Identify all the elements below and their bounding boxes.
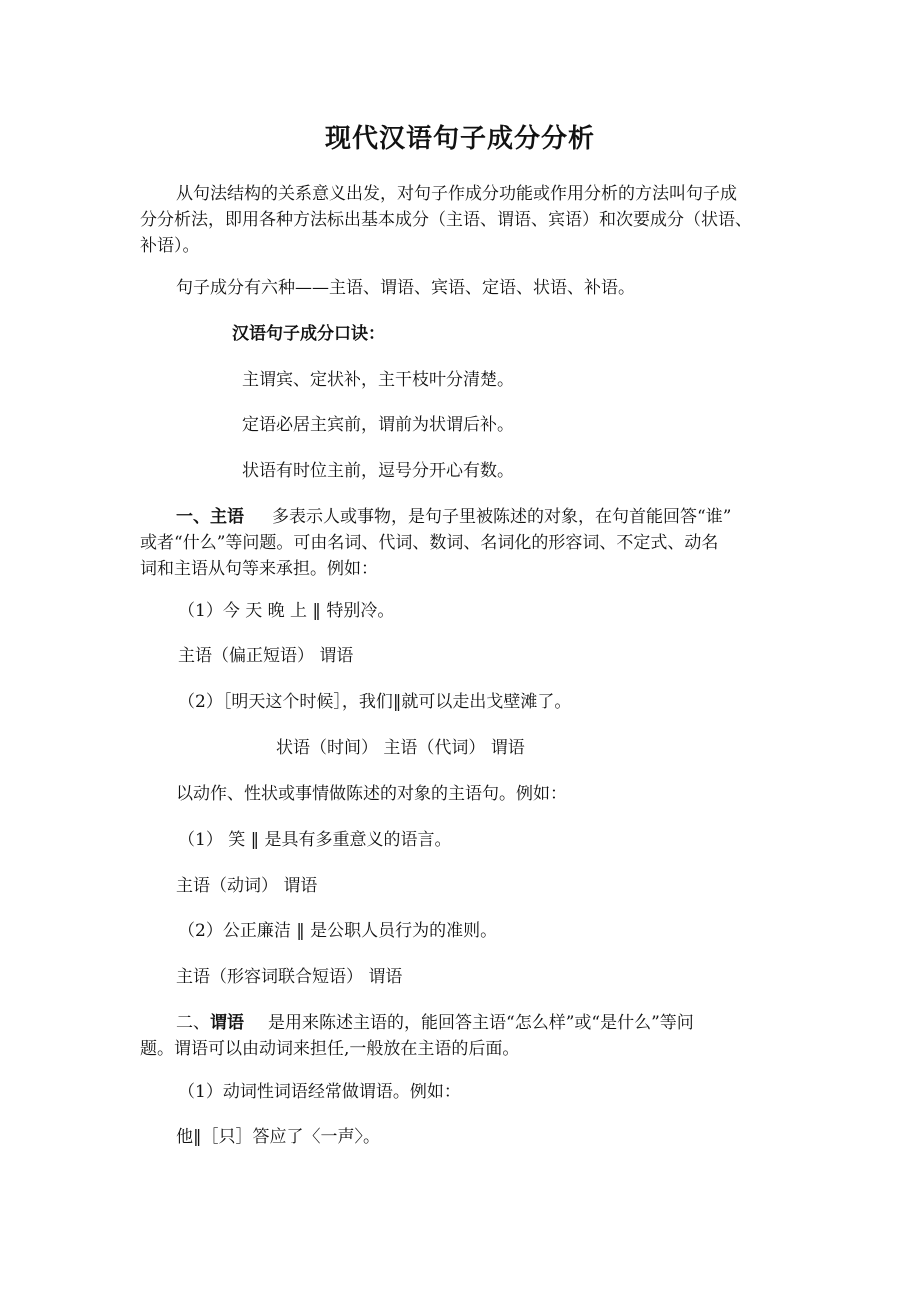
- section1-first-line: [176, 503, 731, 531]
- section1-example-1: （1）今 天 晚 上 ‖ 特别冷。: [178, 601, 395, 621]
- section1-line-1: 多表示人或事物，是句子里被陈述的对象，在句首能回答“谁”: [272, 507, 732, 527]
- section2-heading: 谓语: [210, 1013, 244, 1033]
- section1-line-3: 词和主语从句等来承担。例如：: [140, 559, 378, 579]
- mnemonic-line-1: 主谓宾、定状补，主干枝叶分清楚。: [242, 370, 514, 390]
- mnemonic-line-3: 状语有时位主前，逗号分开心有数。: [242, 461, 514, 481]
- section2-first-line: [176, 1009, 694, 1037]
- section1-example-3: （1） 笑 ‖ 是具有多重意义的语言。: [178, 830, 452, 850]
- section1-example-1-note: 主语（偏正短语） 谓语: [178, 646, 354, 666]
- six-types-paragraph: 句子成分有六种——主语、谓语、宾语、定语、状语、补语。: [176, 278, 635, 298]
- intro-line-2: 分分析法，即用各种方法标出基本成分（主语、谓语、宾语）和次要成分（状语、: [140, 210, 752, 230]
- page-title: 现代汉语句子成分分析: [324, 124, 595, 154]
- section2-example-1: 他‖［只］答应了〈一声〉。: [176, 1127, 380, 1147]
- section1-paragraph: 以动作、性状或事情做陈述的对象的主语句。例如：: [176, 784, 567, 804]
- section1-example-4-note: 主语（形容词联合短语） 谓语: [176, 967, 403, 987]
- section2-sub-1: （1）动词性词语经常做谓语。例如：: [178, 1082, 461, 1102]
- section1-example-2: （2）［明天这个时候］，我们‖就可以走出戈壁滩了。: [178, 692, 572, 712]
- section2-line-2: 题。谓语可以由动词来担任,一般放在主语的后面。: [140, 1039, 520, 1059]
- section2-prefix: 二、: [176, 1013, 210, 1033]
- intro-line-1: 从句法结构的关系意义出发，对句子作成分功能或作用分析的方法叫句子成: [176, 184, 737, 204]
- section1-example-2-note: 状语（时间） 主语（代词） 谓语: [276, 738, 525, 758]
- section1-example-3-note: 主语（动词） 谓语: [176, 876, 318, 896]
- section1-line-2: 或者“什么”等问题。可由名词、代词、数词、名词化的形容词、不定式、动名: [140, 533, 719, 553]
- section1-heading: 一、主语: [176, 507, 244, 527]
- mnemonic-heading: 汉语句子成分口诀：: [232, 324, 385, 344]
- section1-example-4: （2）公正廉洁 ‖ 是公职人员行为的准则。: [178, 921, 498, 941]
- section2-line-1: 是用来陈述主语的，能回答主语“怎么样”或“是什么”等问: [268, 1013, 694, 1033]
- mnemonic-line-2: 定语必居主宾前，谓前为状谓后补。: [242, 415, 514, 435]
- intro-line-3: 补语）。: [140, 236, 200, 256]
